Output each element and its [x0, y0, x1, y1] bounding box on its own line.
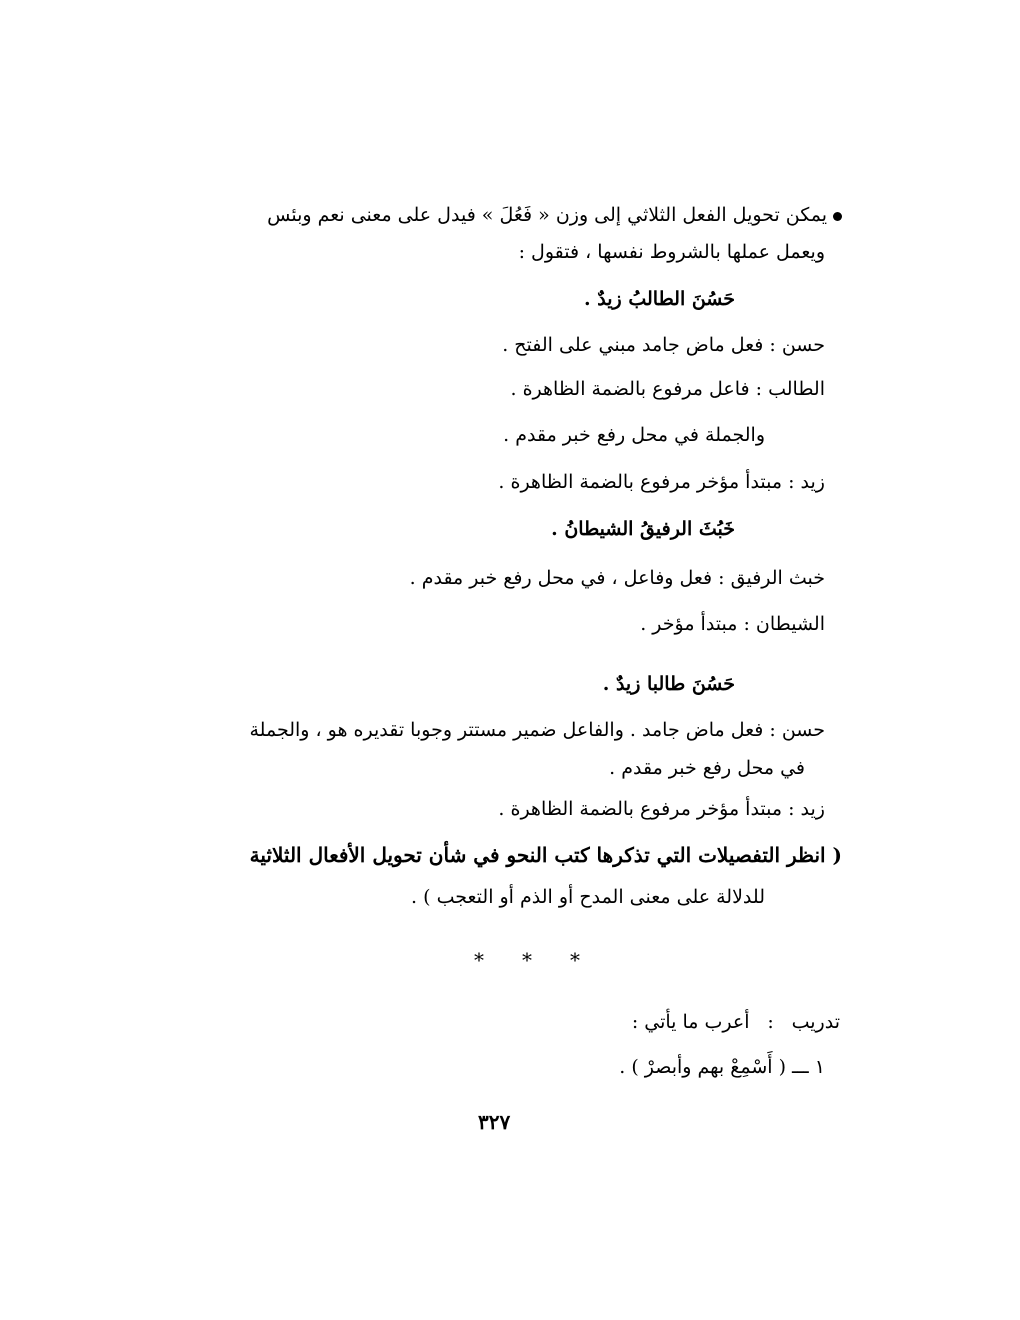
section-separator: [455, 948, 599, 972]
star-icon: *: [522, 948, 532, 972]
example-1-analysis-3: والجملة في محل رفع خبر مقدم .: [503, 424, 765, 446]
example-1-analysis-1: حسن : فعل ماض جامد مبني على الفتح .: [502, 334, 825, 356]
example-2-sentence: خَبُثَ الرفيقُ الشيطانُ .: [551, 518, 735, 540]
star-icon: *: [570, 948, 580, 972]
intro-text-2: ويعمل عملها بالشروط نفسها ، فتقول :: [518, 241, 825, 263]
exercise-label: تدريب: [791, 1011, 840, 1033]
note-line-1: ( انظر التفصيلات التي تذكرها كتب النحو في شأن تحويل الأفعال الثلاثية: [249, 843, 842, 867]
example-3-analysis-2: في محل رفع خبر مقدم .: [609, 757, 805, 779]
example-3-analysis-1: حسن : فعل ماض جامد . والفاعل ضمير مستتر وجوبا تقديره هو ، والجملة: [249, 719, 825, 741]
example-1-analysis-4: زيد : مبتدأ مؤخر مرفوع بالضمة الظاهرة .: [498, 471, 825, 493]
exercise-heading: [632, 1010, 840, 1034]
example-2-analysis-1: خبث الرفيق : فعل وفاعل ، في محل رفع خبر مقدم .: [409, 567, 825, 589]
intro-line-2: [519, 240, 825, 264]
example-3-analysis-3: زيد : مبتدأ مؤخر مرفوع بالضمة الظاهرة .: [498, 798, 825, 820]
exercise-instruction: أعرب ما يأتي :: [631, 1011, 750, 1033]
bullet-icon: [833, 212, 842, 221]
example-2-analysis-2: الشيطان : مبتدأ مؤخر .: [640, 613, 825, 635]
page-number: ٣٢٧: [478, 1110, 511, 1134]
intro-text-1: يمكن تحويل الفعل الثلاثي إلى وزن « فَعُلَ » فيدل على معنى نعم وبئس: [267, 204, 827, 226]
example-3-sentence: حَسُنَ طالبا زيدٌ .: [602, 673, 735, 695]
star-icon: *: [474, 948, 484, 972]
exercise-item-1: ١ ـــ ( أَسْمِعْ بهم وأبصرْ ) .: [619, 1056, 825, 1078]
example-1-analysis-2: الطالب : فاعل مرفوع بالضمة الظاهرة .: [510, 378, 825, 400]
example-1-sentence: حَسُنَ الطالبُ زيدٌ .: [584, 288, 735, 310]
intro-line-1: [267, 203, 842, 227]
note-line-2: للدلالة على معنى المدح أو الذم أو التعجب ) .: [411, 886, 765, 908]
exercise-colon: :: [767, 1011, 774, 1033]
